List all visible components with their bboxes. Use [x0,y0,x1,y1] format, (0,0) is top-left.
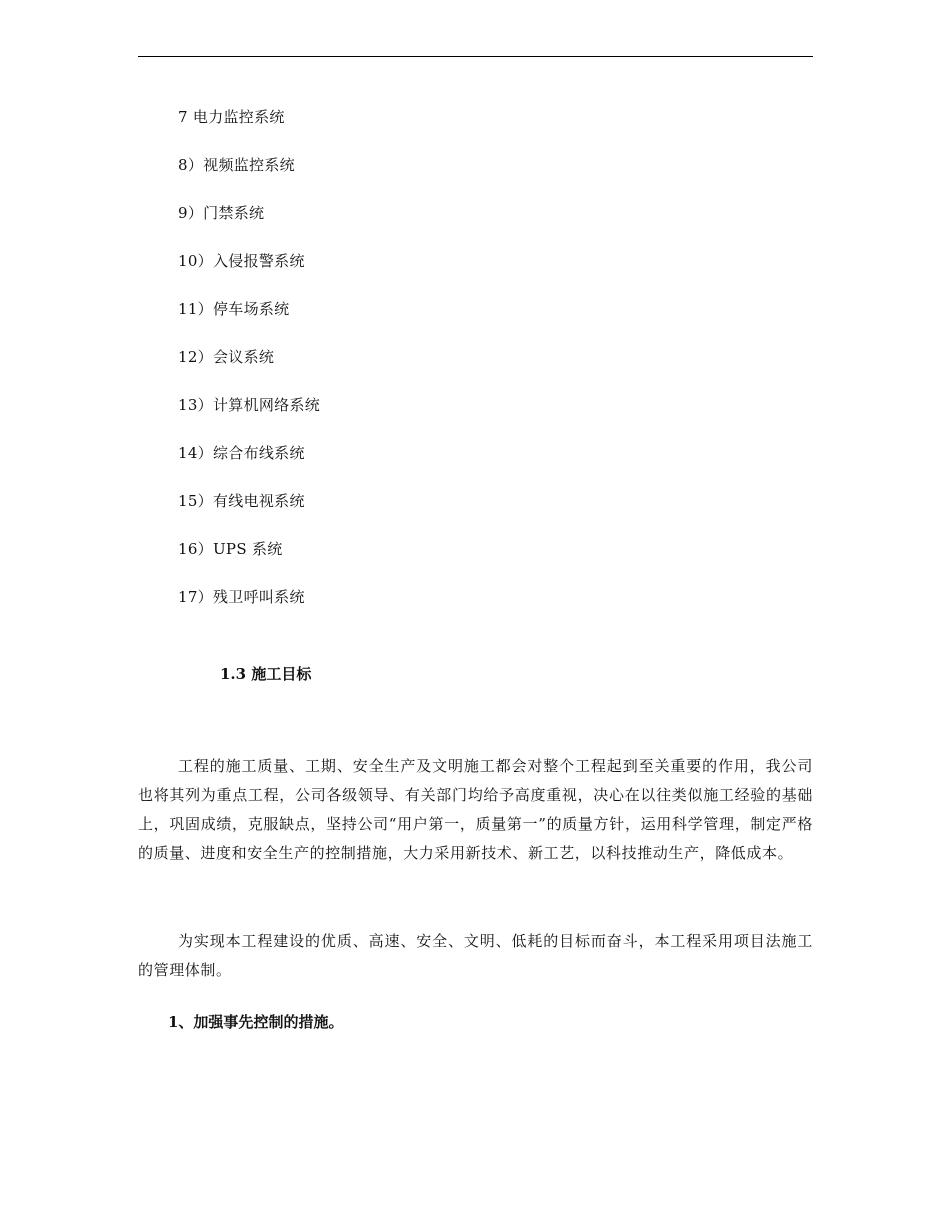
body-paragraph: 为实现本工程建设的优质、高速、安全、文明、低耗的目标而奋斗，本工程采用项目法施工的管理体制。 [138,932,813,979]
list-item: 17）残卫呼叫系统 [178,588,305,606]
list-item: 16）UPS 系统 [178,540,283,558]
list-item: 12）会议系统 [178,348,275,366]
list-item: 14）综合布线系统 [178,444,305,462]
section-heading: 1.3 施工目标 [220,665,312,683]
list-item: 7 电力监控系统 [178,108,285,126]
list-item: 13）计算机网络系统 [178,396,321,414]
sub-heading: 1、加强事先控制的措施。 [168,1013,344,1031]
list-item: 10）入侵报警系统 [178,252,305,270]
header-rule [138,56,813,57]
list-item: 9）门禁系统 [178,204,265,222]
body-paragraph: 工程的施工质量、工期、安全生产及文明施工都会对整个工程起到至关重要的作用，我公司也将其列为重点工程，公司各级领导、有关部门均给予高度重视，决心在以往类似施工经验的基础上，巩固成绩，克服缺点，坚持公司“用户第一，质量第一”的质量方针，运用科学管理，制定严格的质量、进度和安全生产的控制措施，大力采用新技术、新工艺，以科技推动生产，降低成本。 [138,757,813,862]
list-item: 11）停车场系统 [178,300,290,318]
list-item: 15）有线电视系统 [178,492,305,510]
list-item: 8）视频监控系统 [178,156,295,174]
